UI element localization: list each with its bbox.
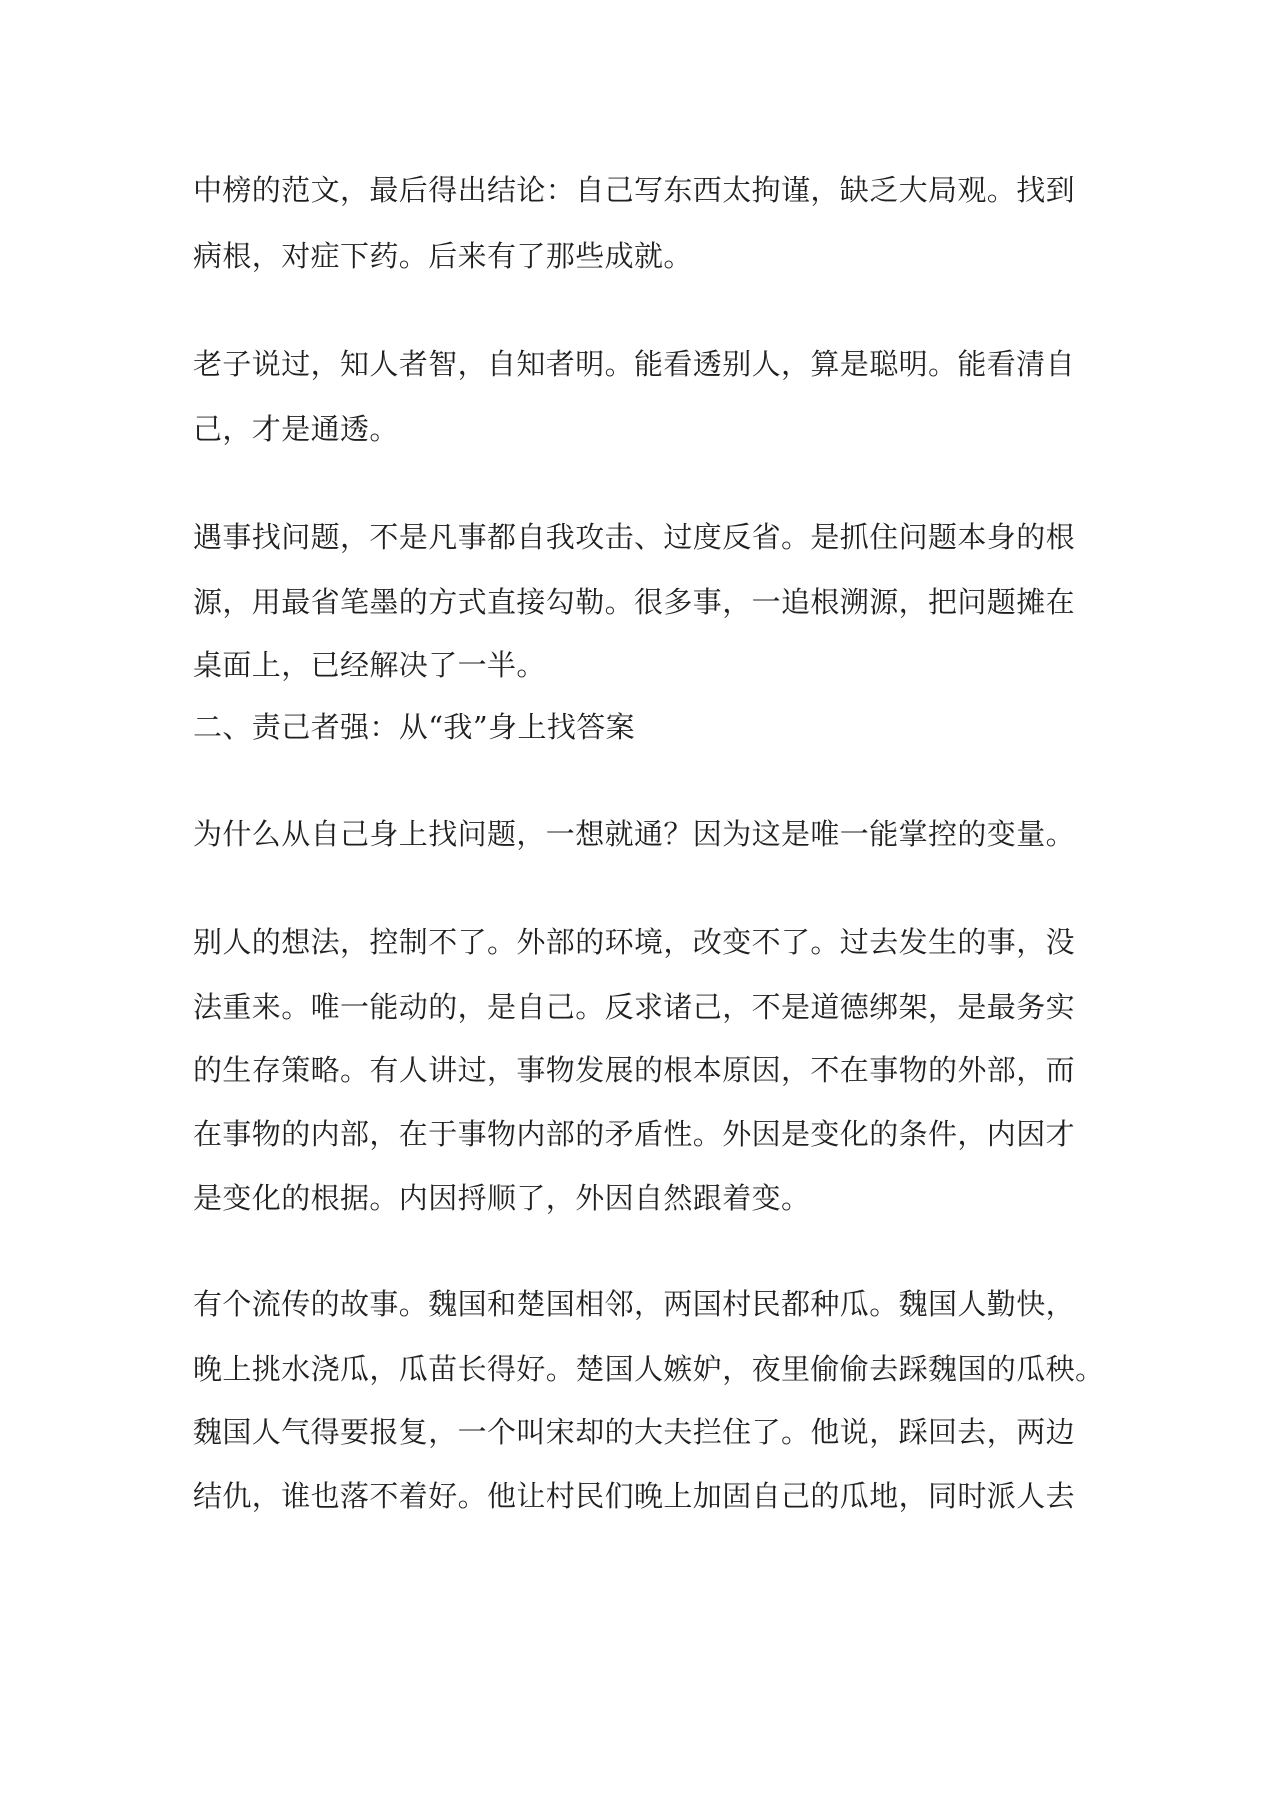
paragraph-line: 中榜的范文，最后得出结论：自己写东西太拘谨，缺乏大局观。找到	[193, 173, 1076, 207]
paragraph-line: 己，才是通透。	[193, 412, 399, 446]
paragraph-line: 源，用最省笔墨的方式直接勾勒。很多事，一追根溯源，把问题摊在	[193, 585, 1076, 619]
paragraph-line: 是变化的根据。内因捋顺了，外因自然跟着变。	[193, 1181, 811, 1215]
paragraph-line: 的生存策略。有人讲过，事物发展的根本原因，不在事物的外部，而	[193, 1053, 1076, 1087]
paragraph-line: 为什么从自己身上找问题，一想就通？因为这是唯一能掌控的变量。	[193, 817, 1076, 851]
paragraph-line: 病根，对症下药。后来有了那些成就。	[193, 239, 693, 273]
paragraph-line: 别人的想法，控制不了。外部的环境，改变不了。过去发生的事，没	[193, 925, 1076, 959]
paragraph-line: 在事物的内部，在于事物内部的矛盾性。外因是变化的条件，内因才	[193, 1117, 1076, 1151]
section-heading: 二、责己者强：从“我”身上找答案	[193, 710, 636, 744]
paragraph-line: 有个流传的故事。魏国和楚国相邻，两国村民都种瓜。魏国人勤快，	[193, 1287, 1076, 1321]
paragraph-line: 魏国人气得要报复，一个叫宋却的大夫拦住了。他说，踩回去，两边	[193, 1415, 1076, 1449]
paragraph-line: 结仇，谁也落不着好。他让村民们晚上加固自己的瓜地，同时派人去	[193, 1479, 1076, 1513]
paragraph-line: 法重来。唯一能动的，是自己。反求诸己，不是道德绑架，是最务实	[193, 990, 1076, 1024]
paragraph-line: 桌面上，已经解决了一半。	[193, 648, 546, 682]
paragraph-line: 晚上挑水浇瓜，瓜苗长得好。楚国人嫉妒，夜里偷偷去踩魏国的瓜秧。	[193, 1352, 1105, 1386]
paragraph-line: 遇事找问题，不是凡事都自我攻击、过度反省。是抓住问题本身的根	[193, 520, 1076, 554]
paragraph-line: 老子说过，知人者智，自知者明。能看透别人，算是聪明。能看清自	[193, 347, 1076, 381]
